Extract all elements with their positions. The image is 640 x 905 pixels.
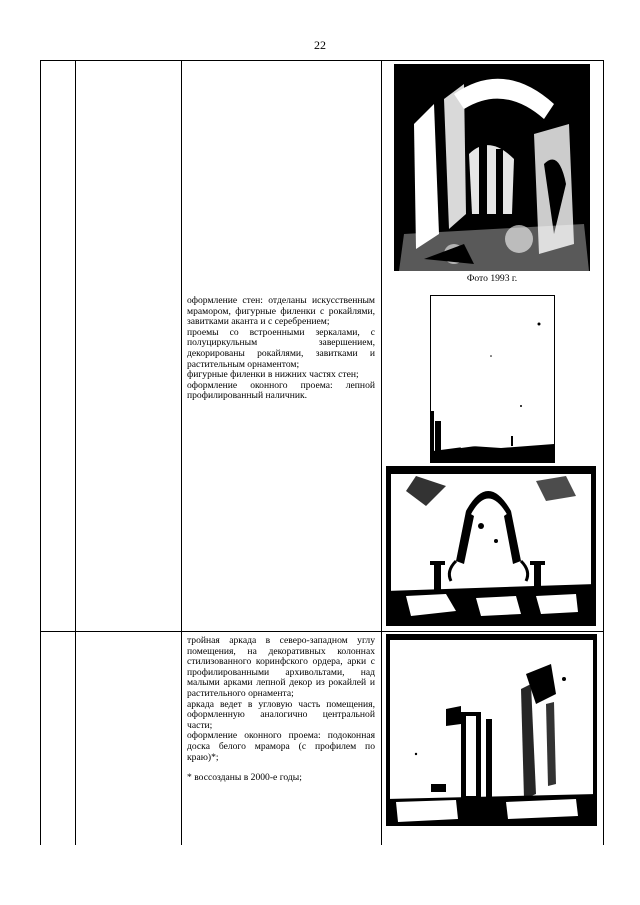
description-paragraph: тройная аркада в северо-западном углу помещения, на декоративных колоннах стилизованного коринфского ордера, арки с профилированными архивольтами, над малыми арками лепной декор из рокайлей и растительного орнамента; xyxy=(187,635,375,699)
description-paragraph: оформление оконного проема: подоконная доска белого мрамора (с профилем по краю)*; xyxy=(187,730,375,763)
row-divider xyxy=(40,631,603,632)
description-paragraph: оформление стен: отделаны искусственным мрамором, фигурные филенки с рокайлями, завитками аканта и с серебрением; xyxy=(187,295,375,328)
footnote: * воссозданы в 2000-е годы; xyxy=(187,772,302,784)
wall-photo xyxy=(430,295,555,463)
description-paragraph: аркада ведет в угловую часть помещения, оформленную аналогично центральной части; xyxy=(187,698,375,731)
photo-caption: Фото 1993 г. xyxy=(466,273,518,284)
column-border-5 xyxy=(603,60,604,845)
column-border-2 xyxy=(75,60,76,845)
column-border-4 xyxy=(381,60,382,845)
column-border-3 xyxy=(181,60,182,845)
table-top-border xyxy=(40,60,603,61)
row-2-description xyxy=(187,636,375,784)
description-paragraph: оформление оконного проема: лепной профилированный наличник. xyxy=(187,379,375,402)
page-number: 22 xyxy=(314,38,326,52)
description-paragraph: фигурные филенки в нижних частях стен; xyxy=(187,369,359,381)
arcade-photo xyxy=(386,634,597,826)
mirror-arch-photo xyxy=(386,466,596,626)
interior-photo-1993 xyxy=(394,64,590,271)
row-1-description xyxy=(187,296,375,402)
description-paragraph: проемы со встроенными зеркалами, с полуциркульным завершением, декорированы рокайлями, завитками и растительным орнаментом; xyxy=(187,326,375,370)
column-border-1 xyxy=(40,60,41,845)
